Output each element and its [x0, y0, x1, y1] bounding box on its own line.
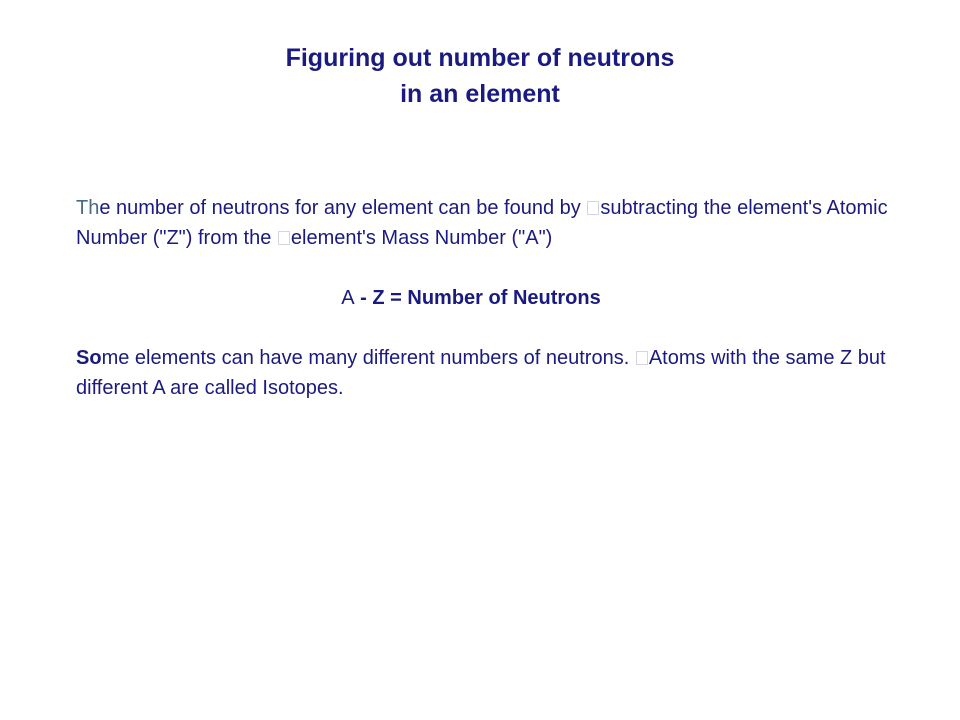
missing-glyph-box	[587, 201, 599, 215]
paragraph-neutron-definition	[76, 193, 896, 253]
slide-body	[76, 193, 896, 403]
paragraph-2-lead: So	[76, 347, 102, 369]
title-line-1: Figuring out number of neutrons	[285, 44, 675, 72]
equation-rest: - Z = Number of Neutrons	[354, 287, 601, 309]
paragraph-2-part-2: Atoms with the same Z but different A are called Isotopes.	[76, 347, 886, 399]
spacer	[76, 313, 896, 343]
equation-lhs: A	[341, 287, 355, 309]
spacer	[76, 253, 896, 283]
paragraph-1-lead: Th	[76, 197, 100, 219]
missing-glyph-box	[636, 351, 648, 365]
paragraph-2-part-1: me elements can have many different numbers of neutrons.	[101, 347, 635, 369]
paragraph-1-part-3: element's Mass Number ("A")	[290, 227, 553, 249]
equation	[76, 283, 896, 313]
paragraph-1-part-1: e number of neutrons for any element can be found by	[99, 197, 587, 219]
title-line-2: in an element	[400, 80, 560, 108]
missing-glyph-box	[278, 231, 290, 245]
slide-title	[0, 40, 960, 112]
paragraph-1-part-2: subtracting the element's Atomic Number ("Z") from the	[76, 197, 888, 249]
paragraph-isotopes	[76, 343, 896, 403]
